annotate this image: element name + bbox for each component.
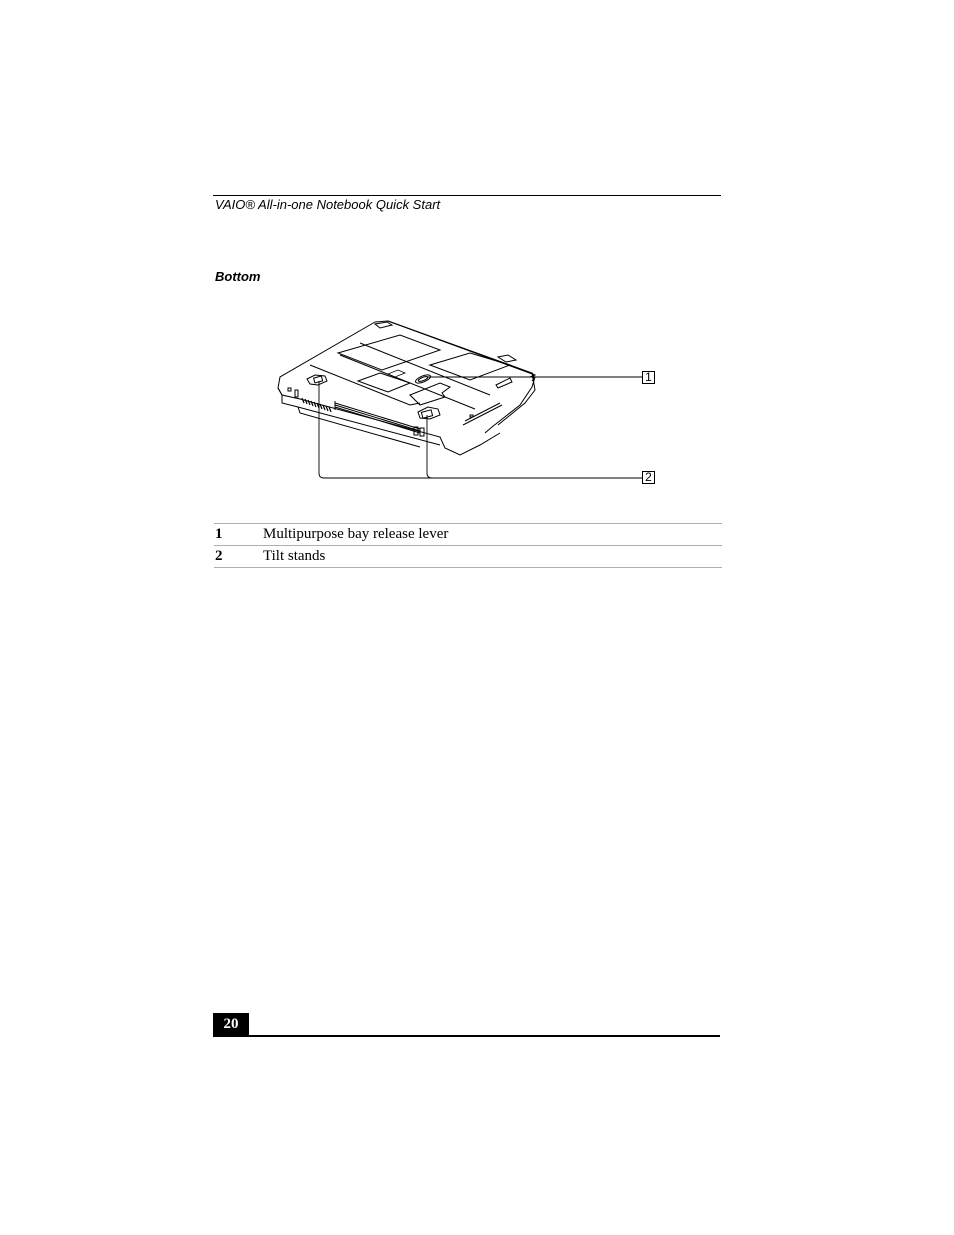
legend-number: 2 bbox=[215, 548, 223, 564]
running-header: VAIO® All-in-one Notebook Quick Start bbox=[215, 197, 441, 212]
notebook-bottom-illustration bbox=[270, 315, 670, 490]
header-rule bbox=[213, 195, 721, 196]
footer-rule bbox=[213, 1035, 720, 1037]
page-number: 20 bbox=[213, 1013, 249, 1036]
legend-number: 1 bbox=[215, 526, 223, 542]
section-title: Bottom bbox=[215, 269, 261, 284]
legend-table bbox=[214, 523, 722, 568]
legend-row bbox=[214, 524, 722, 546]
legend-label: Multipurpose bay release lever bbox=[263, 526, 449, 542]
legend-row bbox=[214, 546, 722, 568]
callout-2: 2 bbox=[642, 471, 655, 484]
callout-1: 1 bbox=[642, 371, 655, 384]
legend-label: Tilt stands bbox=[263, 548, 326, 564]
laptop-bottom-drawing bbox=[270, 315, 670, 490]
